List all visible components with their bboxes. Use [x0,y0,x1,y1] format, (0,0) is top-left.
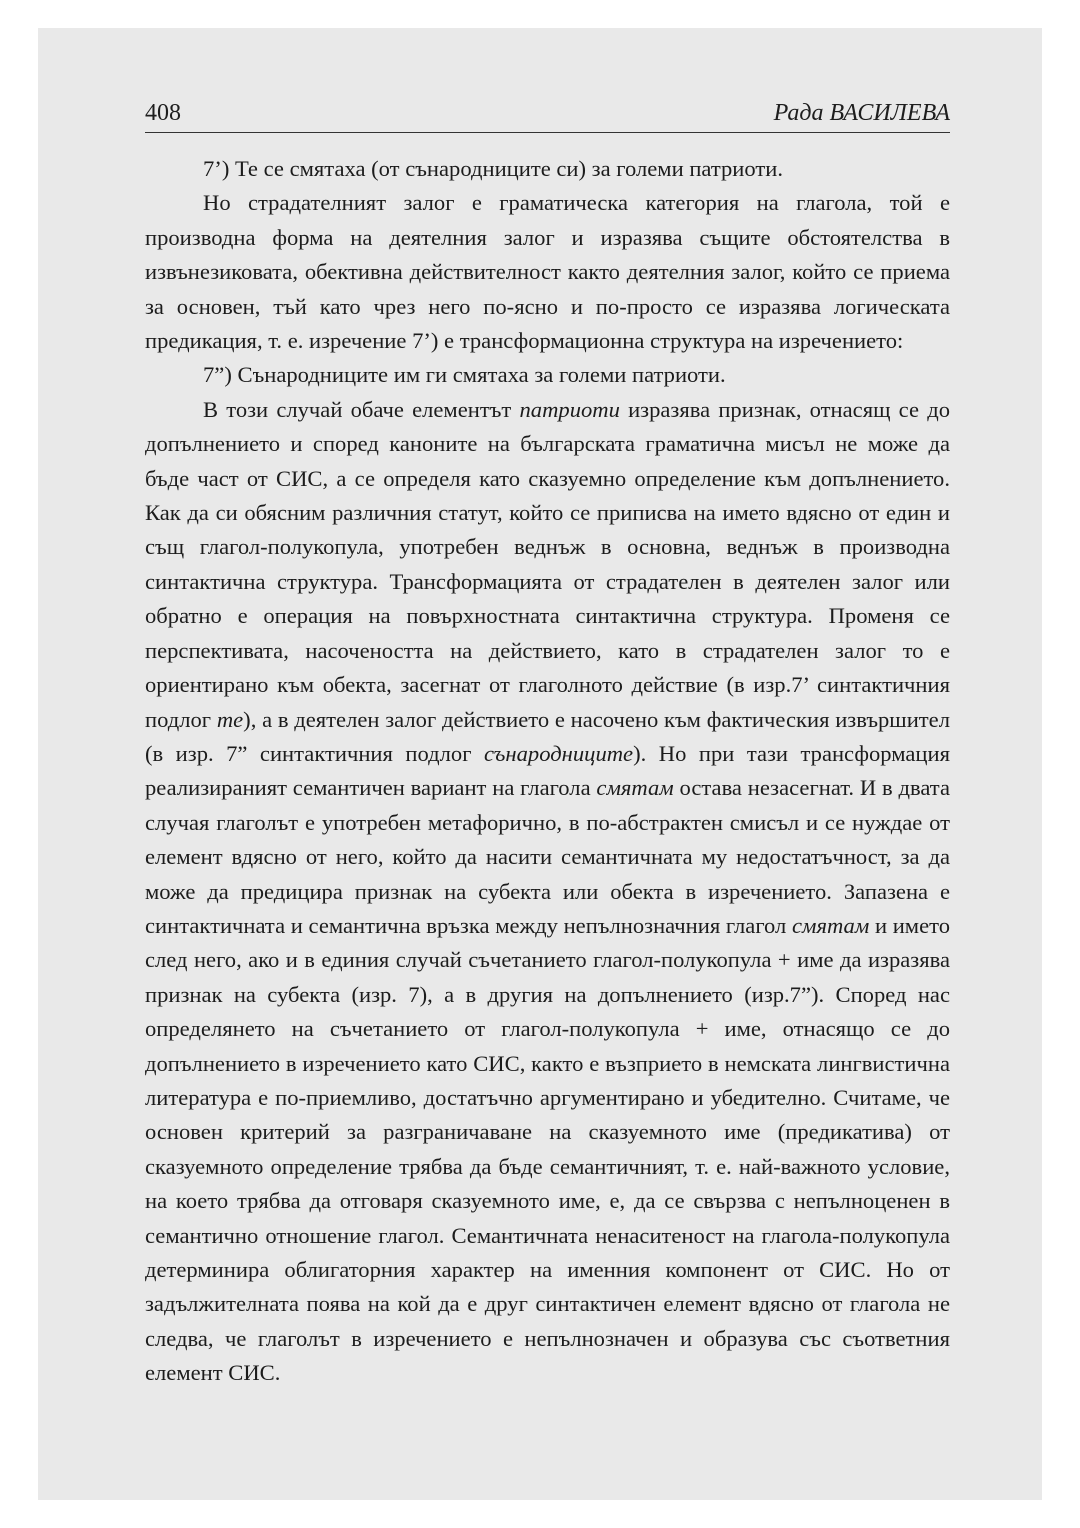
text-run: и името след него, ако и в единия случай съчетанието глагол-полукопула + име да изразява признак на субекта (изр. 7), а в другия на допълнението (изр.7”). Според нас определянето на съчетанието от глагол-полукопула + име, отнасящо се до допълнението в изречението като СИС, както е възприето в немската лингвистична литература е по-приемливо, достатъчно аргументирано и убедително. Считаме, че основен критерий за разграничаване на сказуемното име (предикатива) от сказуемното определение трябва да бъде семантичният, т. е. най-важното условие, на което трябва да отговаря сказуемното име, е, да се свързва с непълноценен в семантично отношение глагол. Семантичната ненаситеност на глагола-полукопула детерминира облигаторния характер на именния компонент от СИС. Но от задължителната поява на кой да е друг синтактичен елемент вдясно от глагола не следва, че глаголът в изречението е непълнозначен и образува със съответния елемент СИС. [145,912,951,1386]
text-run: 7”) Сънародниците им ги смятаха за големи патриоти. [203,362,726,388]
running-head-author: Рада ВАСИЛЕВА [773,100,950,126]
text-run: ). Но при тази трансформация реализираният семантичен вариант на глагола [145,740,951,801]
italic-term: смятам [596,775,674,801]
paragraph [145,152,950,186]
paragraph [145,393,950,1391]
text-run: остава незасегнат. И в двата случая глаголът е употребен метафорично, в по-абстрактен смисъл и се нуждае от елемент вдясно от него, който да насити семантичната му недостатъчност, за да може да предицира признак на субекта или обекта в изречението. Запазена е синтактичната и семантична връзка между непълнозначния глагол [145,775,950,938]
text-run: ), а в деятелен залог действието е насочено към фактическия извършител (в изр. 7” синтактичния подлог [145,706,950,766]
page-number: 408 [145,100,181,126]
running-header [145,98,950,133]
italic-term: сънародниците [483,740,634,766]
paragraph [145,358,950,392]
italic-term: те [216,706,244,732]
paragraph [145,186,950,358]
italic-term: патриоти [519,396,620,422]
body-text [145,152,950,1391]
italic-term: смятам [792,912,870,938]
text-run: В този случай обаче елементът [203,396,520,422]
text-run: изразява признак, отнасящ се до допълнението и според каноните на българската граматична мисъл не може да бъде част от СИС, а се определя като сказуемно определение към допълнението. Как да си обясним различния статут, който се приписва на името вдясно от един и същ глагол-полукопула, употребен веднъж в основна, веднъж в производна синтактична структура. Трансформацията от страдателен в деятелен залог или обратно е операция на повърхностната синтактична структура. Променя се перспективата, насочеността на действието, като в страдателен залог то е ориентирано към обекта, засегнат от глаголното действие (в изр.7’ синтактичния подлог [145,396,950,732]
text-run: Но страдателният залог е граматическа категория на глагола, той е производна форма на деятелния залог и изразява същите обстоятелства в извънезиковата, обективна действителност както деятелния залог, който се приема за основен, тъй като чрез него по-ясно и по-просто се изразява логическата предикация, т. е. изречение 7’) е трансформационна структура на изречението: [145,190,950,354]
text-run: 7’) Те се смятаха (от сънародниците си) за големи патриоти. [203,156,784,181]
